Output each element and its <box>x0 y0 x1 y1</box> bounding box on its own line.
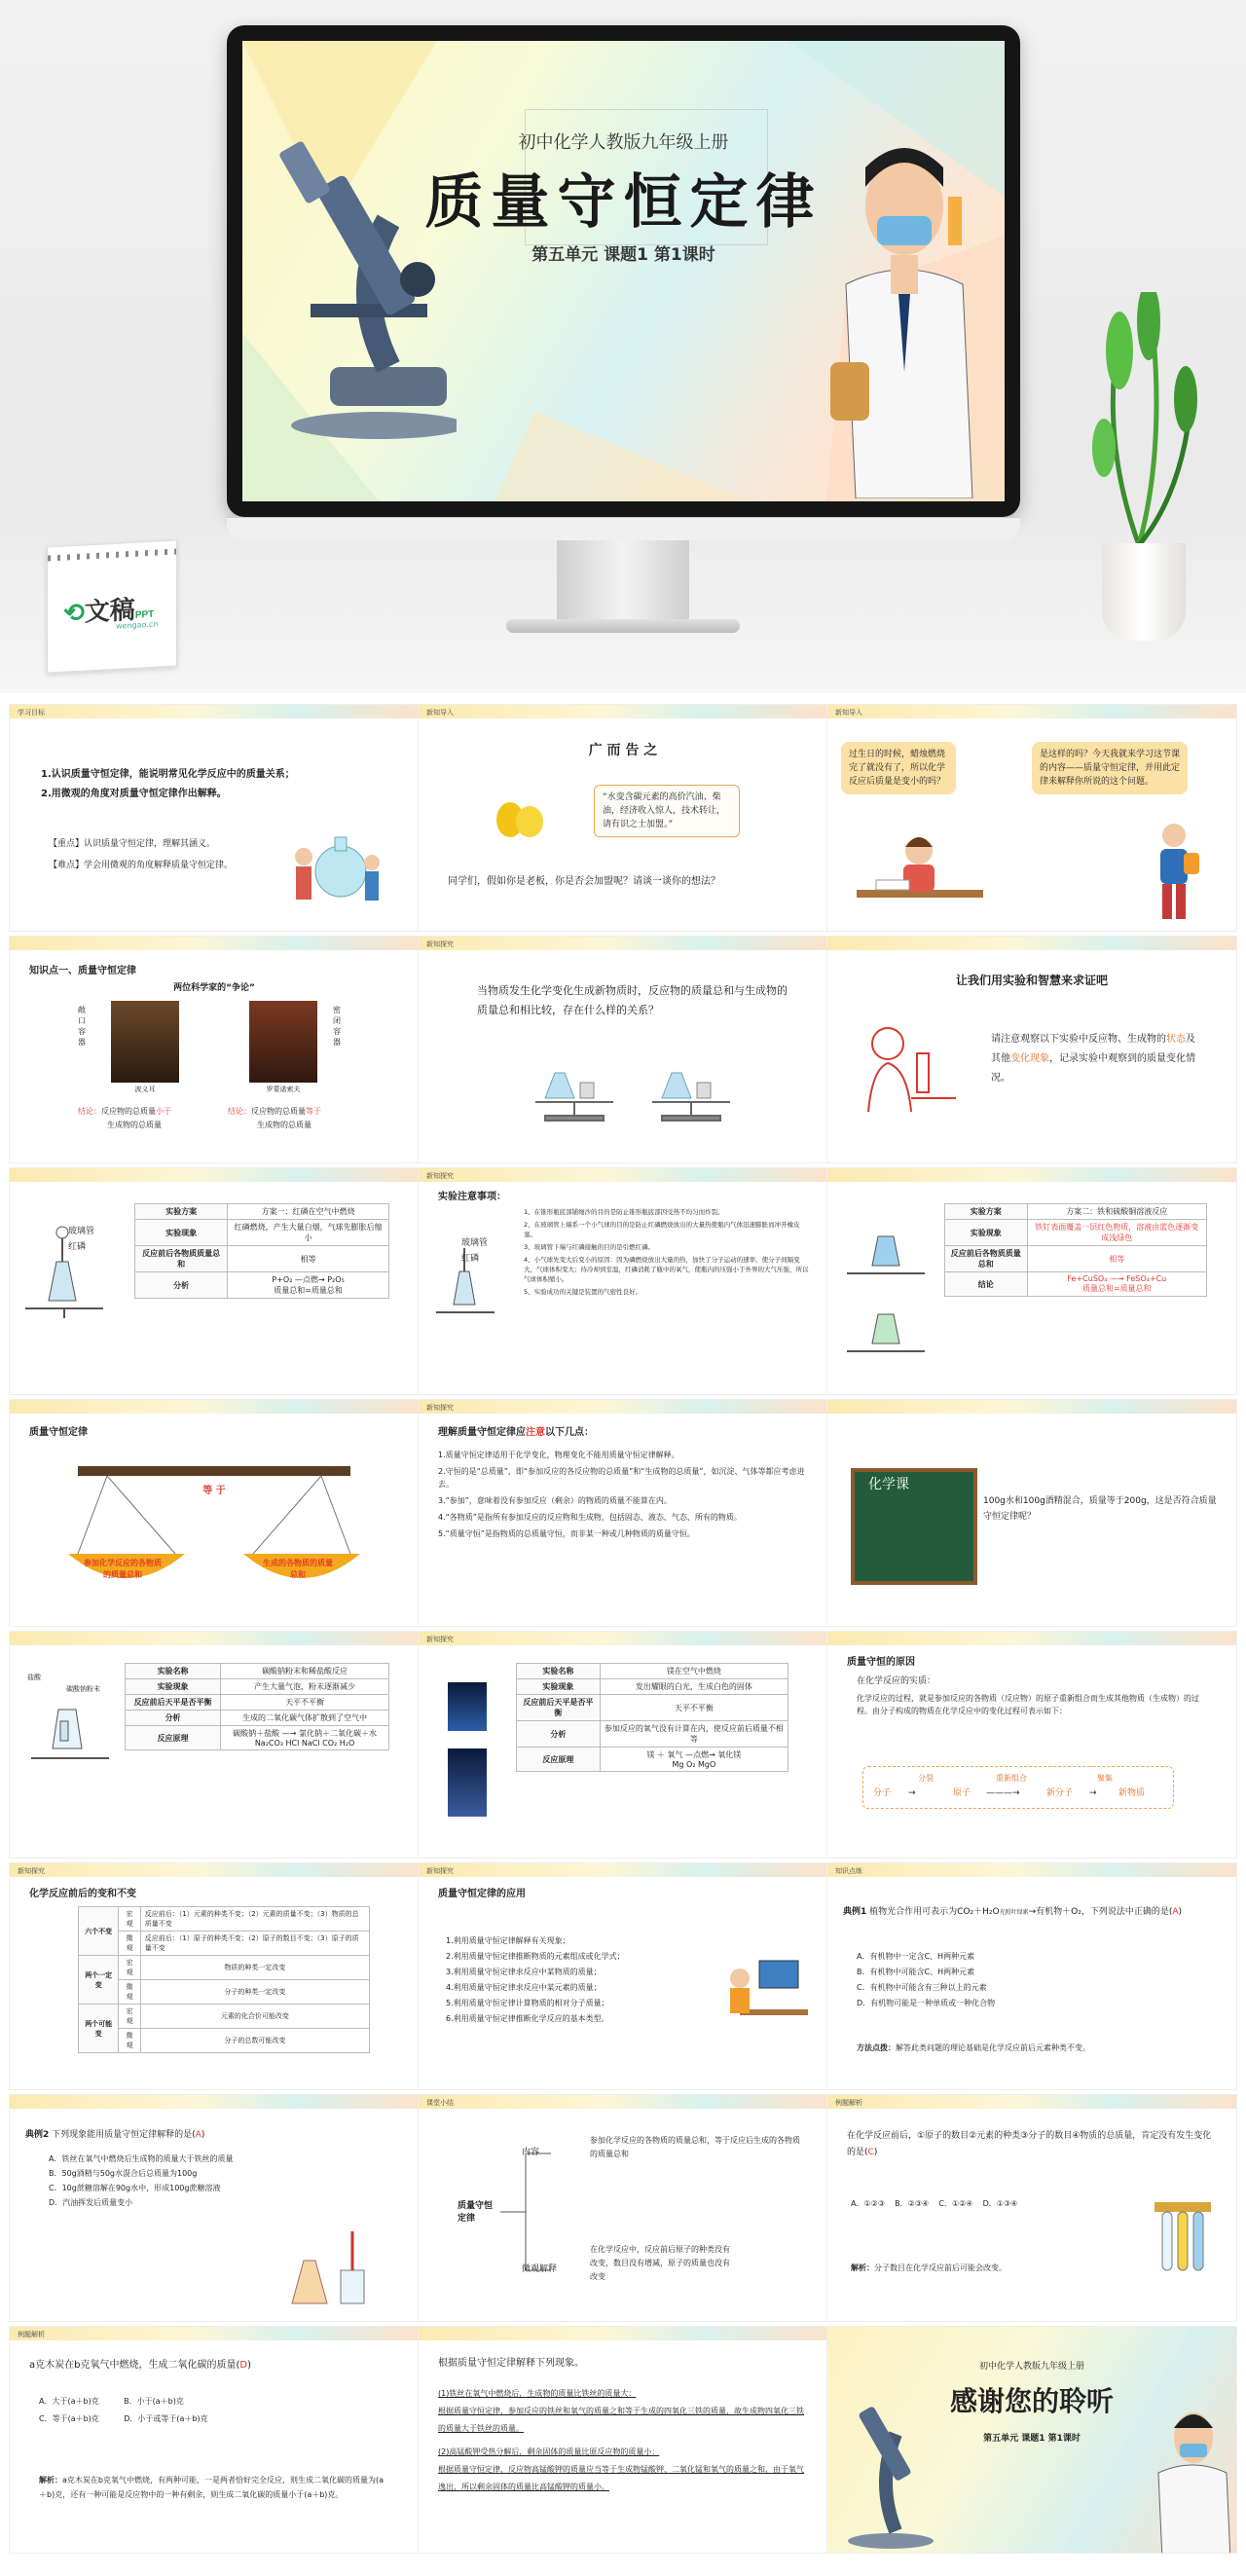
reaction-question: 当物质发生化学变化生成新物质时，反应物的质量总和与生成物的质量总和相比较，存在什么样的关系？ <box>477 984 788 1016</box>
scientist-illustration <box>817 119 992 498</box>
exp3-table: 实验名称 碳酸钠粉末和稀盐酸反应 实验现象 产生大量气泡，粉末逐渐减少 反应前后天平是否平衡 天平不平衡 分析 生成的二氧化碳气体扩散到了空气中 反应原理 碳酸钠＋盐酸 —→ 氯化钠＋二氧化碳＋水 Na₂CO₃ HCl NaCl CO₂ H₂O <box>125 1663 389 1750</box>
brand-logo: ⟲文稿PPT <box>63 594 155 628</box>
slide-reason <box>827 1632 1236 1858</box>
monitor-stand <box>557 540 689 622</box>
scientist-small-illustration <box>1149 2395 1236 2553</box>
monitor-base <box>506 619 740 633</box>
balance-illustration <box>58 1456 370 1612</box>
hcl-label: 盐酸 <box>27 1674 41 1681</box>
lemon-icon <box>487 792 555 841</box>
plant-pot <box>1102 543 1186 641</box>
slide-experiment-intro <box>827 937 1236 1162</box>
phosphorus-label: 红磷 <box>461 1254 480 1264</box>
exp4-table: 实验名称 镁在空气中燃烧 实验现象 发出耀眼的白光，生成白色的固体 反应前后天平是否平衡 天平不平衡 分析 参加反应的氧气没有计算在内，使反应前后质量不相等 反应原理 镁 ＋ 氧气 —点燃→ 氧化镁 Mg O₂ MgO <box>516 1663 788 1772</box>
summary-micro-text: 在化学反应中，反应前后原子的种类没有改变，数目没有增减，原子的质量也没有改变 <box>590 2245 730 2281</box>
slide-law-balance <box>10 1400 419 1626</box>
slide-tag: 学习目标 <box>18 709 45 717</box>
chalkboard-text: 化学课 <box>868 1477 909 1492</box>
law-notes-heading: 理解质量守恒定律应注意以下几点： <box>438 1427 594 1438</box>
mix-question: 100g水和100g酒精混合，质量等于200g，这是否符合质量守恒定律呢？ <box>983 1496 1217 1522</box>
phosphorus-apparatus-illustration <box>19 1223 113 1320</box>
slide-birthday <box>827 705 1236 931</box>
goal-1: 1.认识质量守恒定律，能说明常见化学反应中的质量关系； <box>41 769 295 780</box>
products-mass-label: 生成的各物质的质量总和 <box>263 1559 333 1579</box>
section-heading: 知识点一、质量守恒定律 <box>29 966 136 976</box>
applications-list: 1.利用质量守恒定律解释有关现象； 2.利用质量守恒定律推断物质的元素组成或化学式； 3.利用质量守恒定律求反应中某物质的质量； 4.利用质量守恒定律求反应中某元素的质量； 5.利用质量守恒定律计算物质的相对分子质量； 6.利用质量守恒定律推断化学反应的基本类型。 <box>446 1936 625 2023</box>
conclusion-1b: 生成物的总质量 <box>107 1121 162 1129</box>
chalkboard <box>851 1468 977 1585</box>
boyle-portrait <box>111 1001 179 1083</box>
cover-slide <box>242 41 1005 501</box>
slide-tag: 新知探究 <box>18 1867 45 1875</box>
applications-heading: 质量守恒定律的应用 <box>438 1889 526 1899</box>
ad-quote: “水变含碳元素的高价汽油、柴油，经济收入惊人，技术转让，请有识之士加盟。” <box>594 785 740 837</box>
summary-content-text: 参加化学反应的各物质的质量总和，等于反应后生成的各物质的质量总和 <box>590 2136 800 2158</box>
slide-scientists <box>10 937 419 1162</box>
slide-mix-question <box>827 1400 1236 1626</box>
slide-sodium-carbonate <box>10 1632 419 1858</box>
tube-label: 玻璃管 <box>68 1227 95 1236</box>
cover-unit: 第五单元 课题1 第1课时 <box>531 245 715 265</box>
magnesium-ribbon-image <box>448 1748 487 1817</box>
thanks-unit: 第五单元 课题1 第1课时 <box>983 2434 1081 2444</box>
notes-heading: 实验注意事项： <box>438 1192 506 1202</box>
slide-question <box>419 937 827 1162</box>
slide-example3 <box>827 2095 1236 2321</box>
slide-tag: 例题解析 <box>835 2099 862 2107</box>
difficulty-point: 【难点】学会用微观的角度解释质量守恒定律。 <box>49 861 234 870</box>
summary-root: 质量守恒定律 <box>458 2201 494 2224</box>
student-desk-illustration <box>857 822 983 919</box>
slide-tag: 新知探究 <box>426 1404 454 1412</box>
example2-question: 典例2 下列现象能用质量守恒定律解释的是(A) <box>25 2130 205 2140</box>
cover-title: 质量守恒定律 <box>424 168 823 237</box>
boy-illustration <box>1139 820 1207 927</box>
slide-magnesium <box>419 1632 827 1858</box>
summary-content-label: 内容 <box>522 2148 540 2157</box>
experiment-heading: 让我们用实验和智慧来求证吧 <box>955 974 1108 987</box>
slide-tag: 新知导入 <box>835 709 862 717</box>
conclusion-2: 结论：反应物的总质量等于 <box>228 1107 321 1116</box>
slide-tag: 新知导入 <box>426 709 454 717</box>
experiment-instruction: 请注意观察以下实验中反应物、生成物的状态及其他变化现象，记录实验中观察到的质量变化情况。 <box>991 1034 1195 1084</box>
key-point: 【重点】认识质量守恒定律，理解其涵义。 <box>49 839 216 849</box>
example3-explain: 解析：分子数目在化学反应前后可能会改变。 <box>851 2263 1007 2272</box>
example4-options: A．大于(a＋b)克 B．小于(a＋b)克 C．等于(a＋b)克 D．小于或等于(a＋b)克 <box>39 2397 208 2423</box>
student-computer-illustration <box>711 1951 808 2048</box>
exp2-table: 实验方案 方案二：铁和硫酸铜溶液反应 实验现象 铁钉表面覆盖一层红色物质，溶液由蓝色逐渐变成浅绿色 反应前后各物质质量总和 相等 结论 Fe+CuSO₄ —→ FeSO₄+Cu 质量总和=质量总和 <box>944 1203 1207 1297</box>
slide-tag: 新知探究 <box>426 1867 454 1875</box>
slide-example2 <box>10 2095 419 2321</box>
slide-exp1 <box>10 1168 419 1394</box>
closed-container-label: 密闭容器 <box>333 1006 341 1047</box>
goal-2: 2.用微观的角度对质量守恒定律作出解释。 <box>41 789 227 799</box>
example2-options: A．铁丝在氧气中燃烧后生成物的质量大于铁丝的质量 B．50g酒精与50g水混合后总质量为100g C．10g蔗糖溶解在90g水中，形成100g蔗糖溶液 D．汽油挥发后质量变小 <box>49 2154 234 2207</box>
explain-list: (1)铁丝在氧气中燃烧后，生成物的质量比铁丝的质量大： 根据质量守恒定律，参加反应的铁丝和氧气的质量之和等于生成的四氧化三铁的质量，故生成物四氧化三铁的质量大于铁丝的质量。 (2)高锰酸钾受热分解后，剩余固体的质量比原反应物的质量小： 根据质量守恒定律，反应物高锰酸钾的质量应当等于生成物锰酸钾、二氧化锰和氧气的质量之和，由于氧气逸出，所以剩余固体的质量比高锰酸钾的质量小。 <box>438 2389 804 2491</box>
kids-lab-illustration <box>284 818 382 915</box>
flask-illustration <box>273 2222 389 2309</box>
reason-subhead: 在化学反应的实质： <box>857 1676 936 1686</box>
reason-flow: 分子 分裂 → 原子 重新组合 ———→ 新分子 聚集 → 新物质 <box>862 1766 1174 1809</box>
desk-calendar <box>47 539 177 673</box>
monitor-frame <box>227 25 1020 517</box>
lomonosov-portrait <box>249 1001 317 1083</box>
cover-subtitle: 初中化学人教版九年级上册 <box>518 132 729 153</box>
thanks-title: 感谢您的聆听 <box>949 2385 1114 2417</box>
law-heading: 质量守恒定律 <box>29 1427 88 1438</box>
phosphorus-label: 红磷 <box>68 1242 87 1252</box>
example4-question: a克木炭在b克氧气中燃烧，生成二氧化碳的质量(D) <box>29 2360 251 2371</box>
example1-options: A．有机物中一定含C、H两种元素 B．有机物中可能含C、H两种元素 C．有机物中可能含有三种以上的元素 D．有机物可能是一种单质或一种化合物 <box>857 1952 996 2007</box>
balance-scales-illustration <box>526 1044 740 1122</box>
slide-applications <box>419 1863 827 2089</box>
example1-method: 方法点拨：解答此类问题的理论基础是化学反应前后元素种类不变。 <box>857 2043 1090 2052</box>
ad-heading: 广 而 告 之 <box>588 743 658 758</box>
law-notes-list: 1.质量守恒定律适用于化学变化，物理变化不能用质量守恒定律解释。 2.守恒的是“总质量”，即“参加反应的各反应物的总质量”和“生成物的总质量”，如沉淀、气体等都应考虑进去。 3.“参加”，意味着没有参加反应（剩余）的物质的质量不能算在内。 4.“各物质”是指所有参加反应的反应物和生成物，包括固态、液态、气态、所有的物质。 5.“质量守恒”是指物质的总质量守恒，而非某一种或几种物质的质量守恒。 <box>438 1451 805 1538</box>
monitor-chin <box>227 517 1020 540</box>
student-bubble: 过生日的时候，蜡烛燃烧完了就没有了，所以化学反应后质量是变小的吗？ <box>841 742 956 794</box>
tube-label: 玻璃管 <box>461 1238 489 1248</box>
microscope-illustration <box>272 133 457 445</box>
powder-label: 碳酸钠粉末 <box>66 1685 100 1693</box>
slide-tag: 课堂小结 <box>426 2099 454 2107</box>
magnesium-flash-image <box>448 1682 487 1731</box>
leaf-icon: ⟲ <box>63 597 85 628</box>
debate-title: 两位科学家的“争论” <box>173 983 255 993</box>
slide-explain <box>419 2327 827 2553</box>
open-container-label: 敞口容器 <box>78 1006 86 1047</box>
slide-tag: 新知探究 <box>426 940 454 948</box>
slide-goals <box>10 705 419 931</box>
slide-notes <box>419 1168 827 1394</box>
reason-text: 化学反应的过程，就是参加反应的各物质（反应物）的原子重新组合而生成其他物质（生成物）的过程。由分子构成的物质在化学反应中的变化过程可表示如下： <box>857 1694 1199 1715</box>
example4-explain: 解析：a克木炭在b克氧气中燃烧，有两种可能，一是两者恰好完全反应，则生成二氧化碳的质量为(a＋b)克，还有一种可能是反应物中的一种有剩余，则生成二氧化碳的质量小于(a＋b)克。 <box>39 2476 384 2499</box>
slide-tag: 知识点练 <box>835 1867 862 1875</box>
summary-micro-label: 微观解释 <box>522 2264 558 2274</box>
slide-tag: 新知探究 <box>426 1172 454 1180</box>
iron-copper-apparatus-illustration <box>837 1207 934 1373</box>
slide-example1 <box>827 1863 1236 2089</box>
conclusion-2b: 生成物的总质量 <box>257 1121 312 1129</box>
teacher-bubble: 是这样的吗？今天我就来学习这节课的内容——质量守恒定律，并用此定律来解释你所说的这个问题。 <box>1032 742 1188 794</box>
conclusion-1: 结论：反应物的总质量小于 <box>78 1107 171 1116</box>
hero-cover <box>0 0 1246 693</box>
reason-heading: 质量守恒的原因 <box>847 1657 915 1668</box>
explain-heading: 根据质量守恒定律解释下列现象。 <box>438 2358 584 2369</box>
scientist-microscope-illustration <box>849 1014 966 1122</box>
slide-changes <box>10 1863 419 2089</box>
example1-question: 典例1 植物光合作用可表示为CO₂＋H₂O光照叶绿素→有机物＋O₂，下列说法中正确的是(A) <box>843 1907 1183 1917</box>
example3-options: A．①②③ B．②③④ C．①②④ D．①③④ <box>851 2199 1018 2208</box>
slide-exp2 <box>827 1168 1236 1394</box>
slide-law-notes <box>419 1400 827 1626</box>
slide-ad <box>419 705 827 931</box>
ad-question: 同学们，假如你是老板，你是否会加盟呢？请谈一谈你的想法？ <box>448 876 720 887</box>
slide-summary <box>419 2095 827 2321</box>
test-tubes-illustration <box>1149 2192 1217 2280</box>
example3-question: 在化学反应前后，①原子的数目②元素的种类③分子的数目④物质的总质量，肯定没有发生变化的是(C) <box>847 2131 1212 2157</box>
reactants-mass-label: 参加化学反应的各物质的质量总和 <box>84 1559 162 1579</box>
changes-table: 六个不变 宏观 反应前后：（1）元素的种类不变；（2）元素的质量不变；（3）物质的总质量不变 微观 反应前后：（1）原子的种类不变；（2）原子的数目不变；（3）原子的质量不变 两个一定变 宏观 物质的种类一定改变 微观 分子的种类一定改变 两个可能变 宏观 元素的化合价可能改变 微观 分子的总数可能改变 <box>78 1906 370 2053</box>
changes-heading: 化学反应前后的变和不变 <box>29 1889 136 1899</box>
equals-label: 等 于 <box>202 1486 226 1496</box>
slide-tag: 例题解析 <box>18 2331 45 2338</box>
exp1-table: 实验方案 方案一：红磷在空气中燃烧 实验现象 红磷燃烧，产生大量白烟，气球先膨胀后缩小 反应前后各物质质量总和 相等 分析 P+O₂ —点燃→ P₂O₅ 质量总和=质量总和 <box>134 1203 389 1299</box>
plant-icon <box>1081 292 1197 584</box>
slide-example4 <box>10 2327 419 2553</box>
slide-tag: 新知探究 <box>426 1636 454 1643</box>
notes-list: 1、在锥形瓶底部铺细沙的目的是防止锥形瓶底部因受热不均匀而炸裂。 2、在玻璃管上端系一个小气球的目的是防止红磷燃烧放出的大量热使瓶内气体迅速膨胀而冲开橡皮塞。 3、玻璃管下端与红磷接触的目的是引燃红磷。 4、小气球先变大后变小的原因：因为磷燃烧放出大量的热，加快了分子运动的速率，使分子间隔变大，气球体积变大；待冷却到室温，红磷消耗了瓶中的氧气，使瓶内的压强小于外界的大气压强，所以气球体积缩小。 5、实验成功的关键是装置的气密性良好。 <box>524 1208 809 1296</box>
brand-url: wengao.cn <box>116 619 159 631</box>
slide-thanks <box>827 2327 1236 2553</box>
thanks-subtitle: 初中化学人教版九年级上册 <box>978 2362 1084 2372</box>
scientist-2-name: 罗蒙诺索夫 <box>266 1086 301 1093</box>
scientist-1-name: 波义耳 <box>134 1086 156 1093</box>
